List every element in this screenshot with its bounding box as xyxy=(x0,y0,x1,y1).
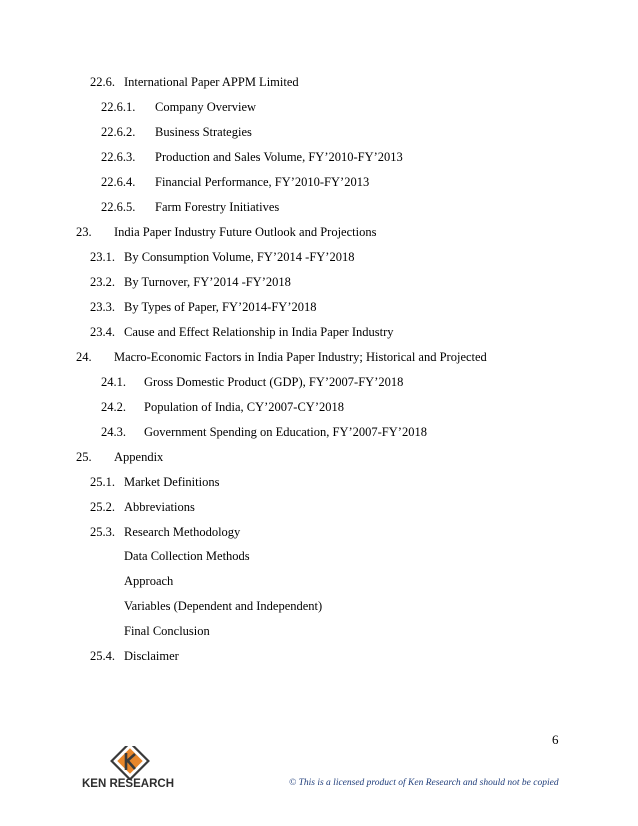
toc-number: 23.1. xyxy=(90,250,115,264)
toc-title: Data Collection Methods xyxy=(124,549,250,563)
toc-title: International Paper APPM Limited xyxy=(124,75,299,89)
toc-number: 25.4. xyxy=(90,649,115,663)
toc-number: 24.1. xyxy=(101,375,126,389)
toc-title: Gross Domestic Product (GDP), FY’2007-FY’2018 xyxy=(144,375,404,389)
toc-title: Company Overview xyxy=(155,100,257,114)
ken-research-logo-icon xyxy=(76,746,180,780)
toc-number: 23.4. xyxy=(90,325,115,339)
toc-number: 25.3. xyxy=(90,525,115,539)
toc-title: Farm Forestry Initiatives xyxy=(155,200,280,214)
toc-title: Cause and Effect Relationship in India Paper Industry xyxy=(124,325,394,339)
toc-number: 24. xyxy=(76,350,92,364)
toc-title: Government Spending on Education, FY’2007-FY’2018 xyxy=(144,425,427,439)
toc-number: 22.6.5. xyxy=(101,200,136,214)
toc-title: India Paper Industry Future Outlook and Projections xyxy=(114,225,377,239)
toc-number: 25.2. xyxy=(90,500,115,514)
toc-title: Abbreviations xyxy=(124,500,195,514)
toc-number: 25.1. xyxy=(90,475,115,489)
toc-number: 22.6.1. xyxy=(101,100,136,114)
toc-title: Variables (Dependent and Independent) xyxy=(124,599,323,613)
toc-number: 24.3. xyxy=(101,425,126,439)
ken-research-logo xyxy=(76,746,186,796)
toc-title: Approach xyxy=(124,574,174,588)
toc-number: 22.6.3. xyxy=(101,150,136,164)
toc-number: 22.6.2. xyxy=(101,125,136,139)
toc-number: 22.6. xyxy=(90,75,115,89)
toc-number: 23.3. xyxy=(90,300,115,314)
toc-number: 24.2. xyxy=(101,400,126,414)
toc-title: Financial Performance, FY’2010-FY’2013 xyxy=(155,175,370,189)
toc-title: Disclaimer xyxy=(124,649,179,663)
toc-title: Research Methodology xyxy=(124,525,241,539)
toc-title: Production and Sales Volume, FY’2010-FY’2013 xyxy=(155,150,403,164)
footer-copyright-note: © This is a licensed product of Ken Research and should not be copied xyxy=(289,778,559,788)
toc-number: 23. xyxy=(76,225,92,239)
toc-number: 23.2. xyxy=(90,275,115,289)
toc-title: Appendix xyxy=(114,450,164,464)
toc-title: Population of India, CY’2007-CY’2018 xyxy=(144,400,344,414)
toc-title: Final Conclusion xyxy=(124,624,210,638)
toc-number: 22.6.4. xyxy=(101,175,136,189)
toc-title: Business Strategies xyxy=(155,125,252,139)
toc-title: Macro-Economic Factors in India Paper Industry; Historical and Projected xyxy=(114,350,487,364)
toc-title: Market Definitions xyxy=(124,475,220,489)
toc-title: By Consumption Volume, FY’2014 -FY’2018 xyxy=(124,250,355,264)
page-number: 6 xyxy=(552,732,559,747)
toc-title: By Turnover, FY’2014 -FY’2018 xyxy=(124,275,291,289)
toc-title: By Types of Paper, FY’2014-FY’2018 xyxy=(124,300,317,314)
toc-number: 25. xyxy=(76,450,92,464)
logo-wordmark: KEN RESEARCH xyxy=(81,778,174,790)
